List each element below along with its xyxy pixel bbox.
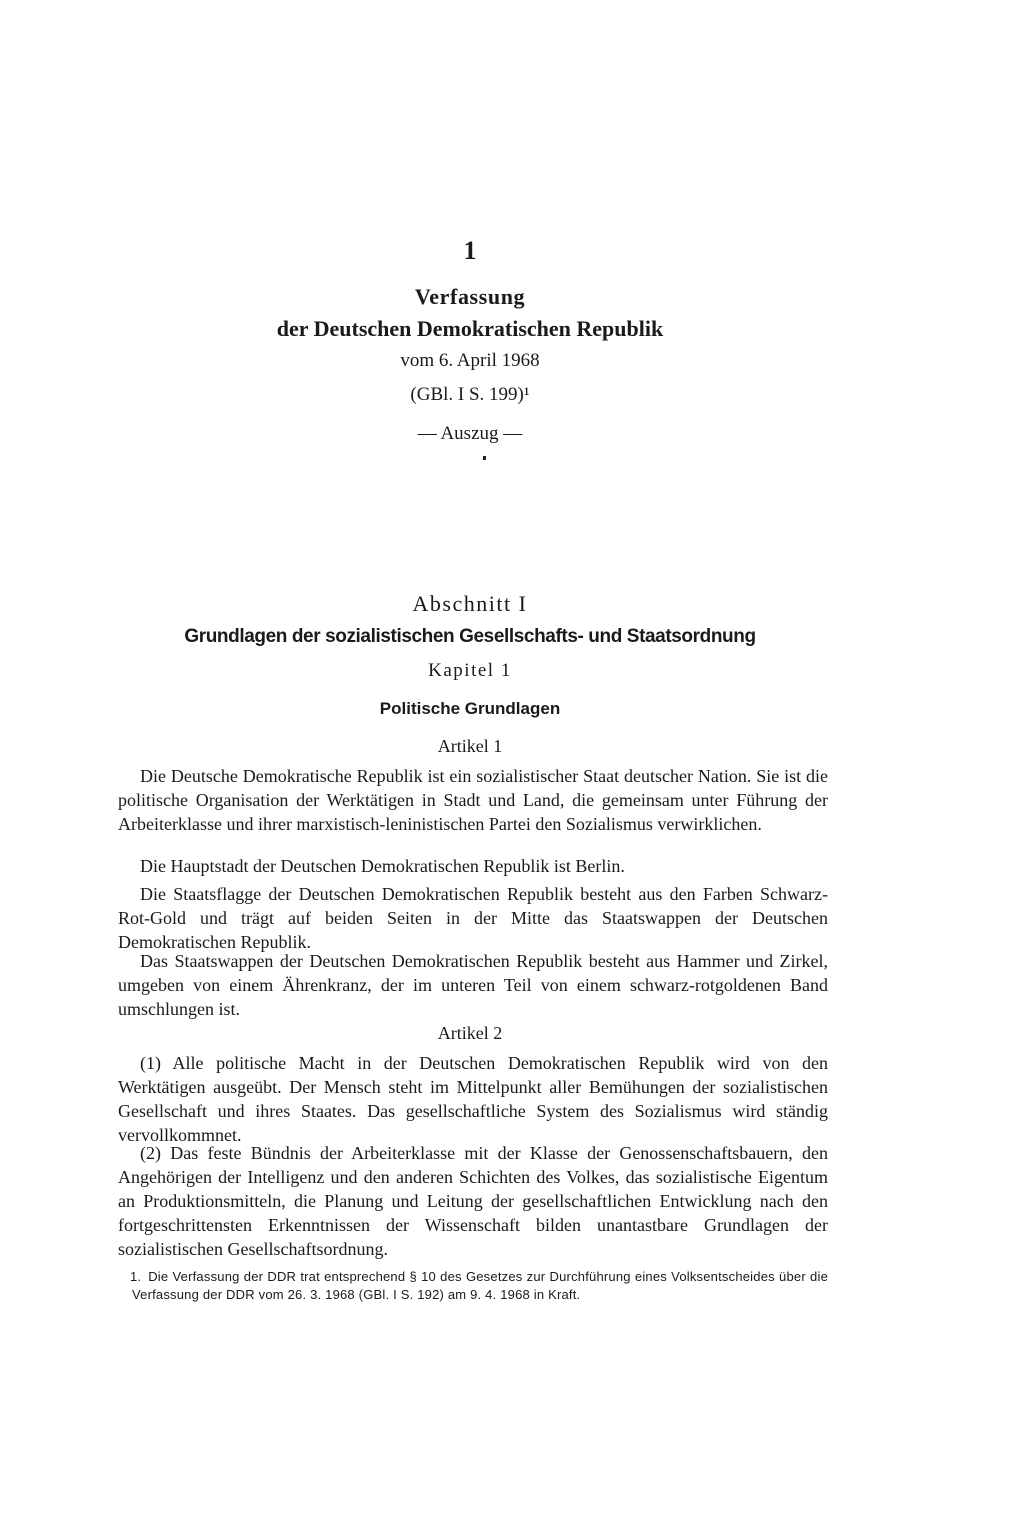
article-1-paragraph: Die Staatsflagge der Deutschen Demokratischen Republik besteht aus den Farben Schwarz-Rot-Gold und trägt auf beiden Seiten in der Mitte das Staatswappen der Deutschen Demokratischen Republik. bbox=[118, 884, 828, 952]
article-1-paragraph: Das Staatswappen der Deutschen Demokratischen Republik besteht aus Hammer und Zirkel, umgeben von einem Ährenkranz, der im unteren Teil von einem schwarz-rotgoldenen Band umschlungen ist. bbox=[118, 951, 828, 1019]
footnote bbox=[132, 1268, 828, 1304]
chapter-subtitle: Politische Grundlagen bbox=[379, 699, 561, 718]
document-title-line-2: der Deutschen Demokratischen Republik bbox=[276, 316, 664, 341]
article-2-paragraph: (2) Das feste Bündnis der Arbeiterklasse mit der Klasse der Genossenschaftsbauern, den Angehörigen der Intelligenz und den anderen Schichten des Volkes, das sozialistische Eigentum an Produktionsmitteln, die Planung und Leitung der gesellschaftlichen Entwicklung nach den fortgeschrittensten Erkenntnissen der Wissenschaft bilden unantastbare Grundlagen der sozialistischen Gesellschaftsordnung. bbox=[118, 1143, 828, 1259]
chapter-heading: Kapitel 1 bbox=[428, 660, 512, 681]
document-number: 1 bbox=[463, 236, 477, 265]
excerpt-note: — Auszug — bbox=[417, 423, 523, 444]
article-1-heading: Artikel 1 bbox=[437, 736, 503, 756]
article-1-paragraph: Die Deutsche Demokratische Republik ist ein sozialistischer Staat deutscher Nation. Sie ist die politische Organisation der Werktätigen in Stadt und Land, die gemeinsam unter Führung der Arbeiterklasse und ihrer marxistisch-leninistischen Partei den Sozialismus verwirklichen. bbox=[118, 766, 828, 834]
document-date: vom 6. April 1968 bbox=[400, 350, 540, 371]
document-source: (GBl. I S. 199)¹ bbox=[410, 384, 530, 405]
footnote-text: Die Verfassung der DDR trat entsprechend § 10 des Gesetzes zur Durchführung eines Volksentscheides über die Verfassung der DDR vom 26. 3. 1968 (GBl. I S. 192) am 9. 4. 1968 in Kraft. bbox=[132, 1269, 828, 1302]
section-heading: Abschnitt I bbox=[412, 591, 528, 616]
document-title-line-1: Verfassung bbox=[414, 284, 526, 309]
article-1-paragraph: Die Hauptstadt der Deutschen Demokratischen Republik ist Berlin. bbox=[140, 856, 625, 876]
footnote-number: 1. bbox=[130, 1269, 142, 1284]
article-2-paragraph: (1) Alle politische Macht in der Deutschen Demokratischen Republik wird von den Werktätigen ausgeübt. Der Mensch steht im Mittelpunkt aller Bemühungen der sozialistischen Gesellschaft und ihres Staates. Das gesellschaftliche System des Sozialismus wird ständig vervollkommnet. bbox=[118, 1053, 828, 1145]
section-subtitle: Grundlagen der sozialistischen Gesellschafts- und Staatsordnung bbox=[184, 626, 756, 647]
article-2-heading: Artikel 2 bbox=[437, 1023, 503, 1043]
print-dot-mark bbox=[483, 456, 486, 460]
